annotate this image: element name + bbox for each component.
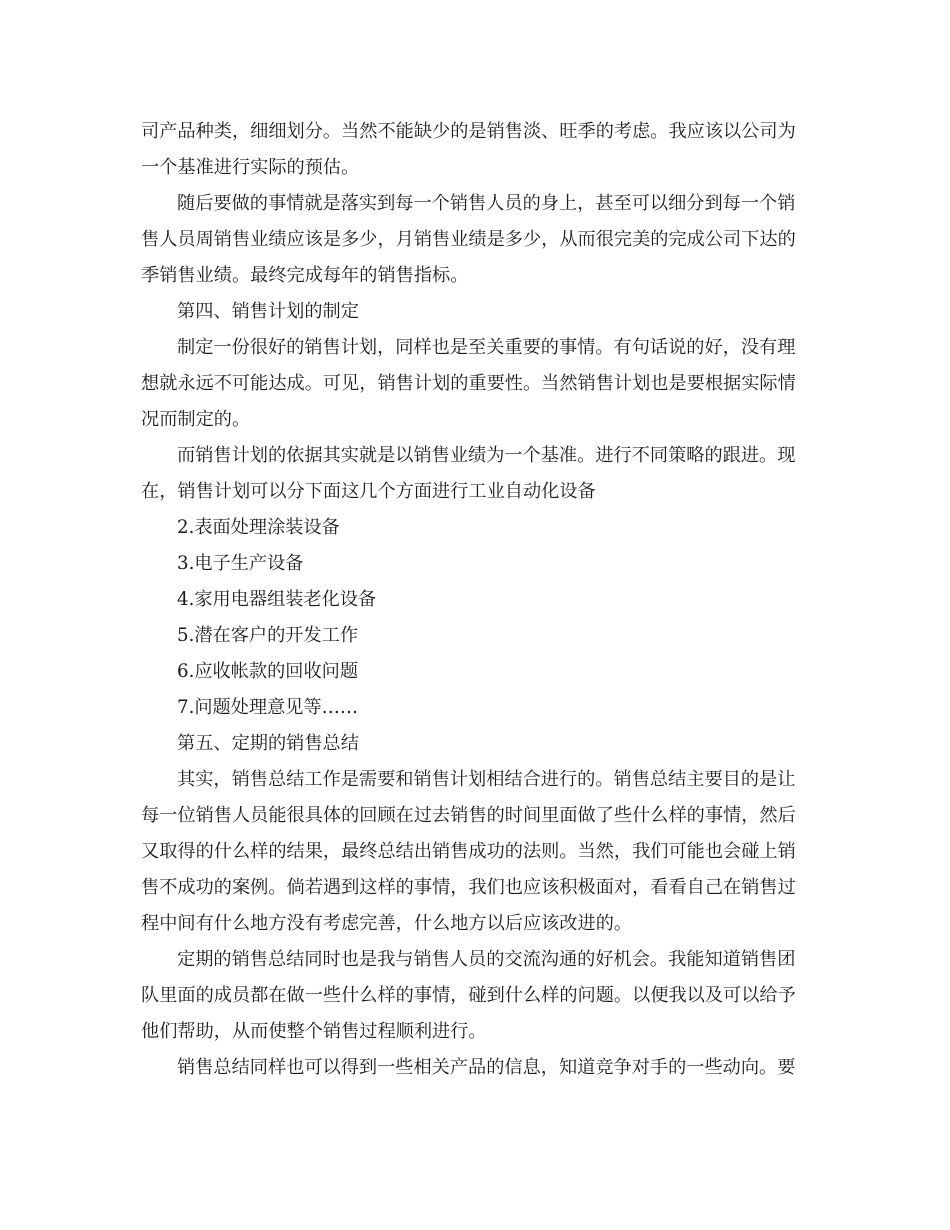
text-line: 销售总结同样也可以得到一些相关产品的信息，知道竞争对手的一些动向。要 <box>177 1057 796 1078</box>
text-line: 想就永远不可能达成。可见，销售计划的重要性。当然销售计划也是要根据实际情 <box>141 373 796 394</box>
text-line: 其实，销售总结工作是需要和销售计划相结合进行的。销售总结主要目的是让 <box>177 769 796 790</box>
document-body <box>141 114 813 1086</box>
text-line: 制定一份很好的销售计划，同样也是至关重要的事情。有句话说的好，没有理 <box>177 337 796 358</box>
list-item: 4.家用电器组装老化设备 <box>177 589 377 610</box>
list-item: 2.表面处理涂装设备 <box>177 517 340 538</box>
list-item: 7.问题处理意见等…… <box>177 697 359 718</box>
list-item: 5.潜在客户的开发工作 <box>177 625 359 646</box>
text-line: 程中间有什么地方没有考虑完善，什么地方以后应该改进的。 <box>141 913 633 934</box>
text-line: 售人员周销售业绩应该是多少，月销售业绩是多少，从而很完美的完成公司下达的 <box>141 229 796 250</box>
text-line: 他们帮助，从而使整个销售过程顺利进行。 <box>141 1021 487 1042</box>
text-line: 司产品种类，细细划分。当然不能缺少的是销售淡、旺季的考虑。我应该以公司为 <box>141 121 796 142</box>
text-line: 季销售业绩。最终完成每年的销售指标。 <box>141 265 469 286</box>
text-line: 售不成功的案例。倘若遇到这样的事情，我们也应该积极面对，看看自己在销售过 <box>141 877 796 898</box>
text-line: 一个基准进行实际的预估。 <box>141 157 360 178</box>
list-item: 3.电子生产设备 <box>177 553 304 574</box>
text-line: 随后要做的事情就是落实到每一个销售人员的身上，甚至可以细分到每一个销 <box>177 193 796 214</box>
text-line: 而销售计划的依据其实就是以销售业绩为一个基准。进行不同策略的跟进。现 <box>177 445 796 466</box>
list-item: 6.应收帐款的回收问题 <box>177 661 359 682</box>
text-line: 队里面的成员都在做一些什么样的事情，碰到什么样的问题。以便我以及可以给予 <box>141 985 796 1006</box>
text-line: 定期的销售总结同时也是我与销售人员的交流沟通的好机会。我能知道销售团 <box>177 949 796 970</box>
text-line: 况而制定的。 <box>141 409 251 430</box>
section-heading: 第五、定期的销售总结 <box>177 733 359 754</box>
text-line: 又取得的什么样的结果，最终总结出销售成功的法则。当然，我们可能也会碰上销 <box>141 841 796 862</box>
text-line: 每一位销售人员能很具体的回顾在过去销售的时间里面做了些什么样的事情，然后 <box>141 805 796 826</box>
section-heading: 第四、销售计划的制定 <box>177 301 359 322</box>
text-line: 在，销售计划可以分下面这几个方面进行工业自动化设备 <box>141 481 596 502</box>
